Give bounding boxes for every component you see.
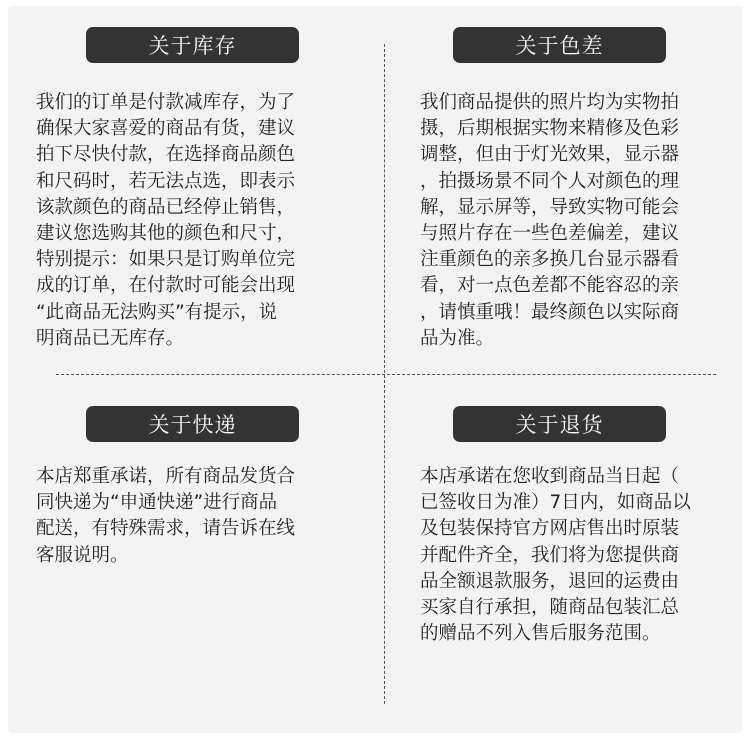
shipping-section-title: 关于快递 [86, 406, 299, 442]
color-difference-section-text: 我们商品提供的照片均为实物拍 摄，后期根据实物来精修及色彩 调整，但由于灯光效果，显示器 ，拍摄场景不同个人对颜色的理 解，显示屏等，导致实物可能会 与照片存在一些色差偏差，建议 注重颜色的亲多换几台显示器看 看，对一点色差都不能容忍的亲 ，请慎重哦！最终颜色以实际商 品为准。 [420, 92, 680, 349]
inventory-section-title: 关于库存 [86, 27, 299, 63]
horizontal-divider [56, 374, 716, 375]
color-difference-section-title: 关于色差 [453, 27, 666, 63]
inventory-section-text: 我们的订单是付款减库存，为了 确保大家喜爱的商品有货，建议 拍下尽快付款，在选择商品颜色 和尺码时，若无法点选，即表示 该款颜色的商品已经停止销售， 建议您选购其他的颜色和尺寸， 特别提示：如果只是订购单位完 成的订单，在付款时可能会出现 “此商品无法购买”有提示，说 明商品已无库存。 [36, 92, 296, 349]
returns-section-title: 关于退货 [453, 406, 666, 442]
returns-section-text: 本店承诺在您收到商品当日起（ 已签收日为准）7日内，如商品以 及包装保持官方网店售出时原装 并配件齐全，我们将为您提供商 品全额退款服务，退回的运费由 买家自行承担，随商品包装汇总 的赠品不列入售后服务范围。 [420, 466, 691, 645]
shipping-section-text: 本店郑重承诺，所有商品发货合 同快递为“申通快递”进行商品 配送，有特殊需求，请告诉在线 客服说明。 [36, 466, 296, 566]
